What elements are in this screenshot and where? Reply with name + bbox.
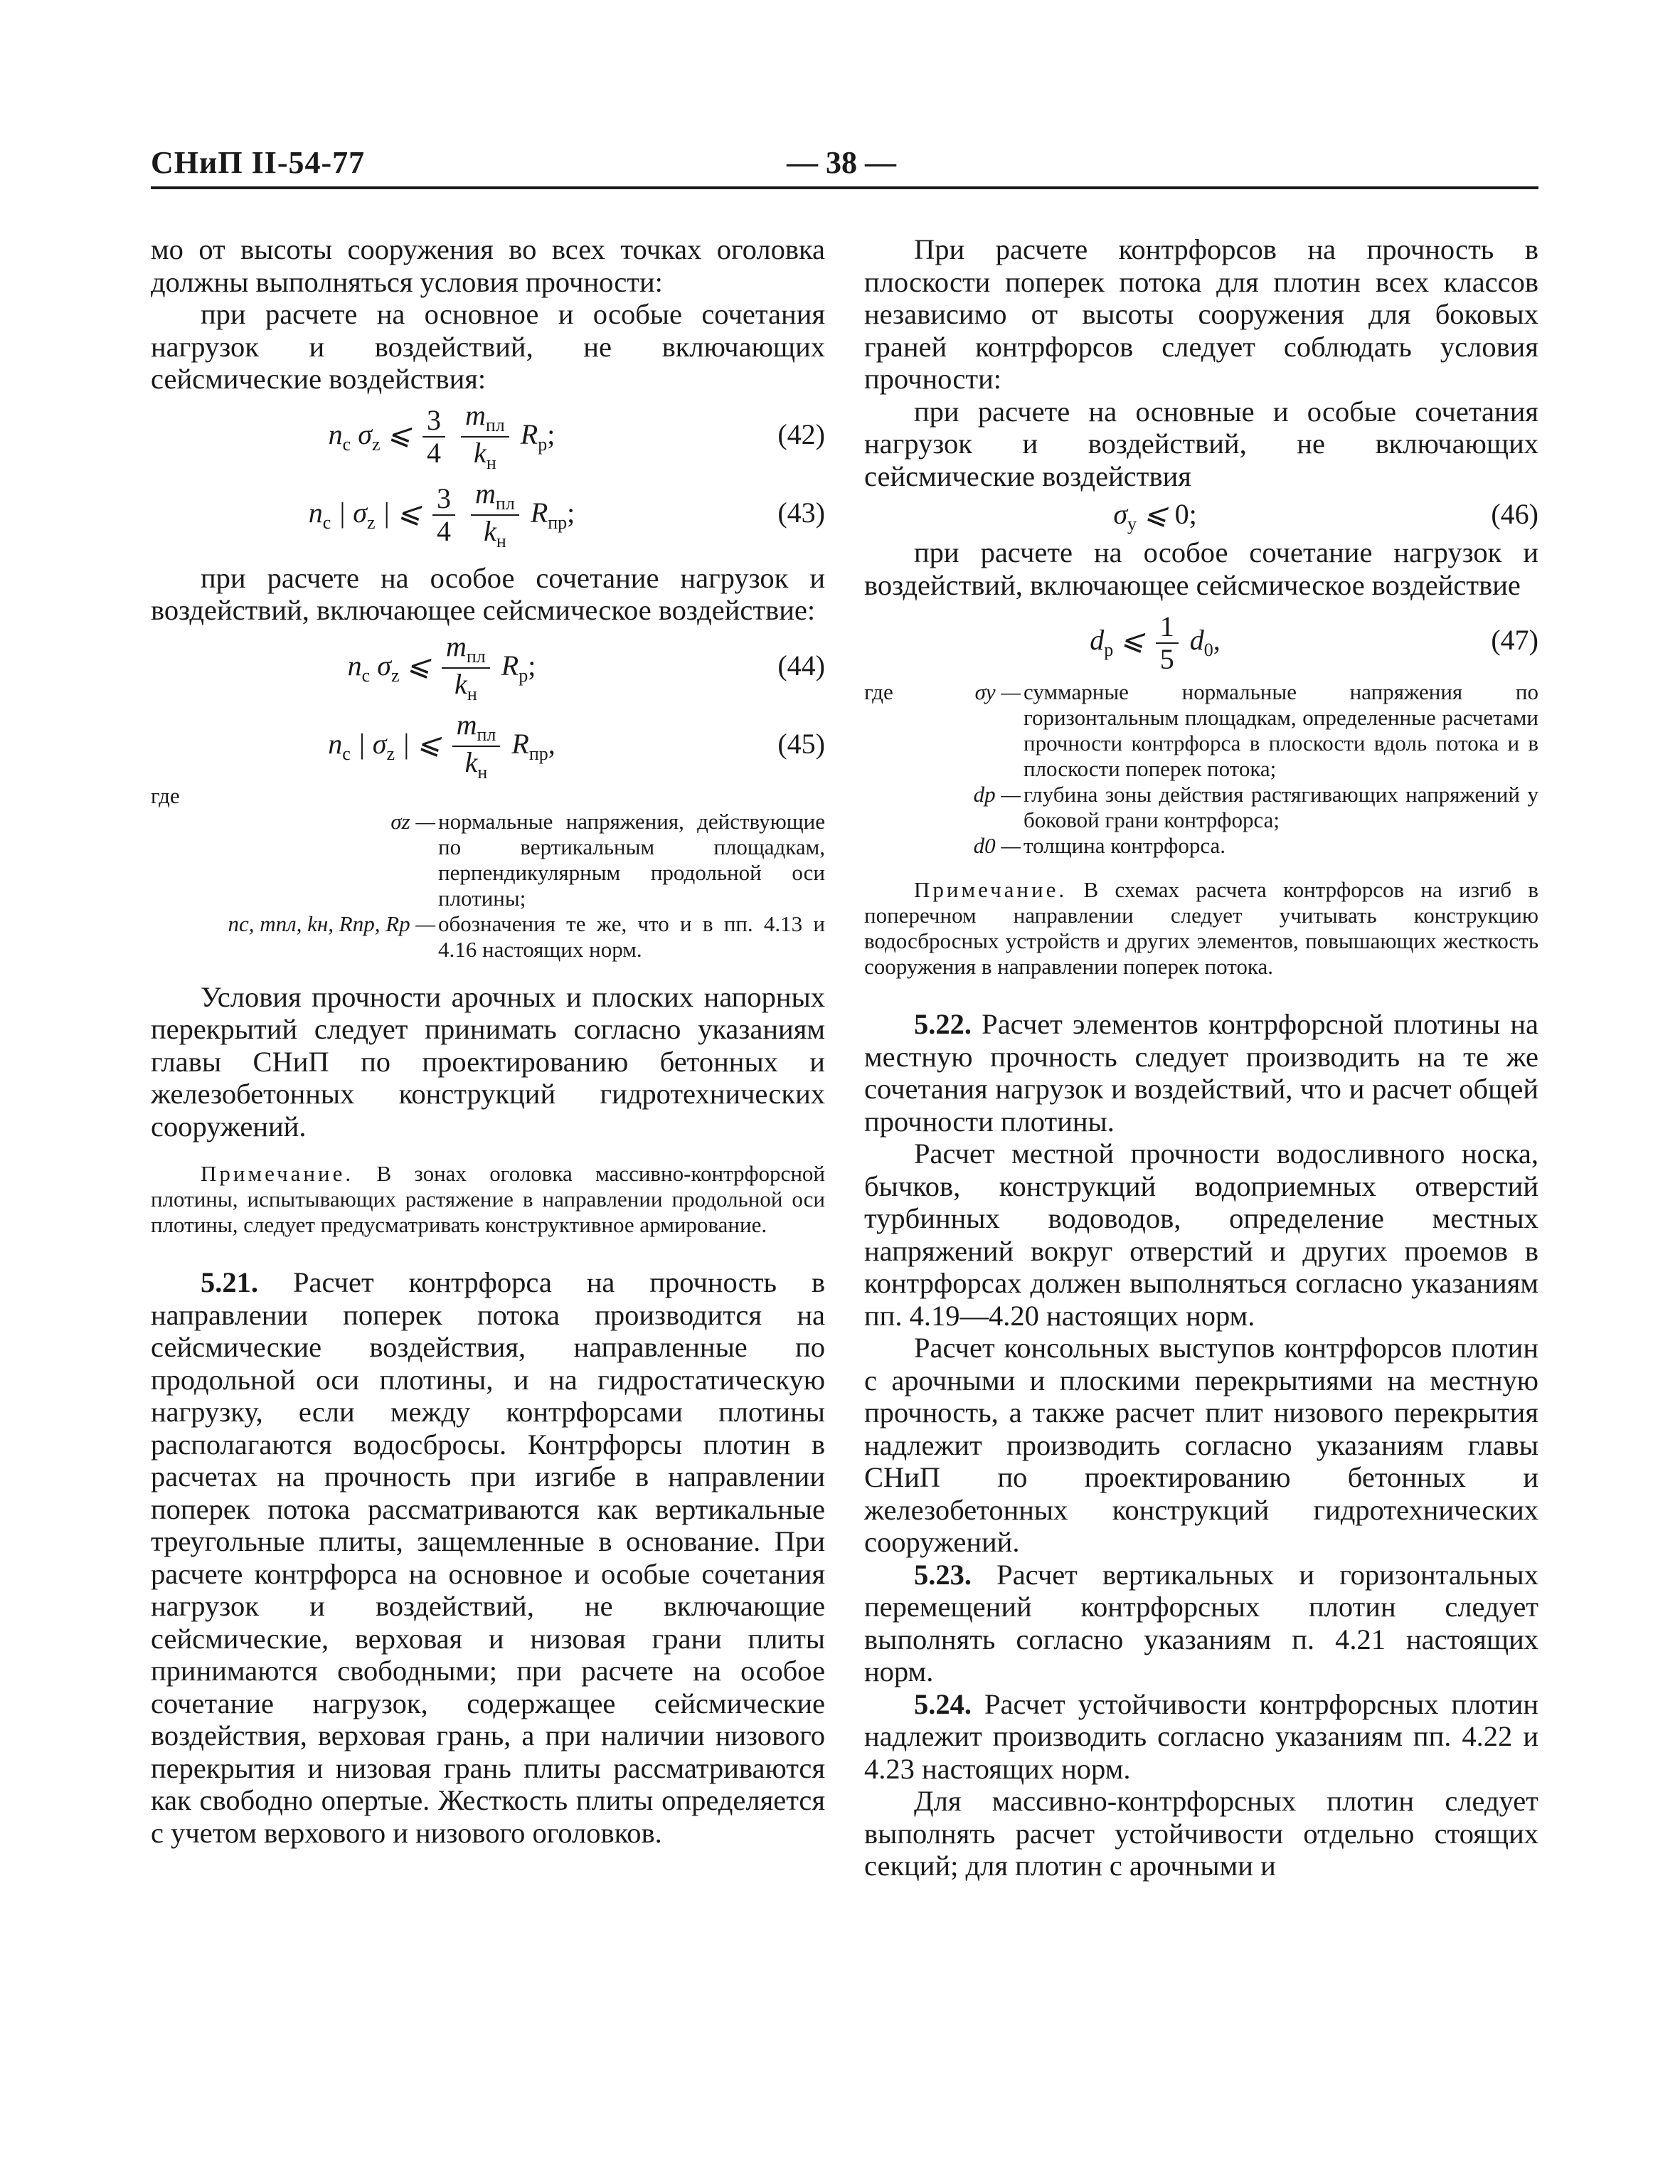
definition-text: глубина зоны действия растягивающих напряжений у боковой грани контрфорса; (1024, 782, 1538, 832)
definition-item (942, 833, 1538, 859)
paragraph: При расчете контрфорсов на прочность в плоскости поперек потока для плотин всех классов независимо от высоты сооружения для боковых граней контрфорсов следует соблюдать условия прочности: (864, 233, 1538, 395)
definition-text: нормальные напряжения, действующие по вертикальным площадкам, перпендикулярным продольной оси плотины; (438, 808, 825, 911)
definition-symbol: σz — (390, 808, 435, 834)
right-column (864, 233, 1538, 1882)
formula-46: $\sigma_y$ ⩽ 0; (46) (864, 492, 1538, 536)
paragraph: мо от высоты сооружения во всех точках оголовка должны выполняться условия прочности: (151, 233, 825, 298)
paragraph: при расчете на особое сочетание нагрузок и воздействий, включающее сейсмическое воздействие (864, 536, 1538, 601)
definition-item (942, 782, 1538, 833)
section-number: 5.22. (914, 1008, 972, 1040)
formula-45: $n_с$ | $\sigma_z$ | ⩽ $\frac{m_{пл}}{k_н}$ $R_{пр}$, (45) (151, 705, 825, 783)
section-number: 5.21. (201, 1266, 258, 1298)
note-text: В зонах оголовка массивно-контрфорсной плотины, испытывающих растяжение в направлении продольной оси плотины, следует предусматривать конструктивное армирование. (151, 1161, 825, 1237)
definition-symbol: nс, mпл, kн, Rпр, Rр — (228, 911, 435, 936)
section-text: Расчет устойчивости контрфорсных плотин надлежит производить согласно указаниям пп. 4.22 и 4.23 настоящих норм. (864, 1687, 1538, 1785)
section-5-24 (864, 1688, 1538, 1786)
formula-47: $d_р$ ⩽ $\frac{1}{5}$ $d_0$, (47) (864, 601, 1538, 679)
definition-symbol: dр — (973, 782, 1021, 807)
left-column (151, 233, 825, 1849)
definition-item (942, 679, 1538, 782)
section-number: 5.24. (914, 1687, 972, 1720)
definition-text: суммарные нормальные напряжения по горизонтальным площадкам, определенные расчетами прочности контрфорса в плоскости вдоль потока и в плоскости поперек потока; (1024, 679, 1538, 781)
page-number: — 38 — (787, 145, 896, 180)
equation-number: (43) (777, 496, 825, 529)
section-text: Расчет элементов контрфорсной плотины на местную прочность следует производить на те же сочетания нагрузок и воздействий, что и расчет общей прочности плотины. (864, 1008, 1538, 1138)
document-code: СНиП II-54-77 (151, 145, 366, 180)
note-label: Примечание. (914, 877, 1068, 902)
equation-number: (44) (777, 649, 825, 682)
paragraph: Условия прочности арочных и плоских напорных перекрытий следует принимать согласно указаниям главы СНиП по проектированию бетонных и железобетонных конструкций гидротехнических сооружений. (151, 980, 825, 1143)
definition-item (151, 809, 825, 911)
section-5-21 (151, 1266, 825, 1849)
equation-number: (45) (777, 727, 825, 760)
definition-symbol: σy — (974, 679, 1021, 704)
where-label: где (864, 679, 893, 704)
equation-number: (47) (1491, 624, 1538, 656)
equation-number: (42) (777, 418, 825, 450)
paragraph: Расчет местной прочности водосливного носка, бычков, конструкций водоприемных отверстий турбинных водоводов, определение местных напряжений вокруг отверстий и других проемов в контрфорсах должен выполняться согласно указаниям пп. 4.19—4.20 настоящих норм. (864, 1138, 1538, 1332)
note (864, 877, 1538, 980)
note (151, 1161, 825, 1238)
formula-44: $n_с$ $\sigma_z$ ⩽ $\frac{m_{пл}}{k_н}$ $R_р$; (44) (151, 627, 825, 705)
section-text: Расчет контрфорса на прочность в направлении поперек потока производится на сейсмические воздействия, направленные по продольной оси плотины, и на гидростатическую нагрузку, если между контрфорсами плотины располагаются водосбросы. Контрфорсы плотин в расчетах на прочность при изгибе в направлении поперек потока рассматриваются как вертикальные треугольные плиты, защемленные в основание. При расчете контрфорса на основное и особые сочетания нагрузок и воздействий, не включающие сейсмические, верховая и низовая грани плиты принимаются свободными; при расчете на особое сочетание нагрузок, содержащее сейсмические воздействия, верховая грань, а при наличии низового перекрытия и низовая грань плиты рассматриваются как свободно опертые. Жесткость плиты определяется с учетом верхового и низового оголовков. (151, 1266, 825, 1849)
section-number: 5.23. (914, 1558, 972, 1591)
definition-text: толщина контрфорса. (1024, 833, 1226, 858)
definition-item (151, 911, 825, 963)
symbol-definitions (864, 679, 1538, 859)
paragraph: Расчет консольных выступов контрфорсов плотин с арочными и плоскими перекрытиями на местную прочность, а также расчет плит низового перекрытия надлежит производить согласно указаниям главы СНиП по проектированию бетонных и железобетонных конструкций гидротехнических сооружений. (864, 1332, 1538, 1558)
paragraph: Для массивно-контрфорсных плотин следует выполнять расчет устойчивости отдельно стоящих секций; для плотин с арочными и (864, 1785, 1538, 1882)
definition-text: обозначения те же, что и в пп. 4.13 и 4.16 настоящих норм. (438, 911, 825, 962)
note-text: В схемах расчета контрфорсов на изгиб в поперечном направлении следует учитывать конструкцию водосбросных устройств и других элементов, повышающих жесткость сооружения в направлении поперек потока. (864, 877, 1539, 979)
section-5-23 (864, 1559, 1538, 1688)
paragraph: при расчете на особое сочетание нагрузок и воздействий, включающее сейсмическое воздействие: (151, 561, 825, 626)
symbol-definitions: где σz — нормальные напряжения, действующие по вертикальным площадкам, перпендикулярным продольной оси плотины; nс, mпл, kн, Rпр, Rр — обозначения те же, что и в пп. 4.13 и 4.16 настоящих норм. (151, 783, 825, 962)
header-rule (151, 186, 1538, 189)
section-5-22 (864, 1008, 1538, 1138)
paragraph: при расчете на основное и особые сочетания нагрузок и воздействий, не включающих сейсмические воздействия: (151, 298, 825, 395)
definition-symbol: d0 — (973, 833, 1021, 858)
note-label: Примечание. (201, 1161, 354, 1186)
formula-43: $n_с$ | $\sigma_z$ | ⩽ $\frac{3}{4}$ $\frac{m_{пл}}{k_н}$ $R_{пр}$; (43) (151, 474, 825, 552)
formula-42: $n_с$ $\sigma_z$ ⩽ $\frac{3}{4}$ $\frac{m_{пл}}{k_н}$ $R_р$; (42) (151, 396, 825, 474)
paragraph: при расчете на основные и особые сочетания нагрузок и воздействий, не включающих сейсмические воздействия (864, 395, 1538, 492)
section-text: Расчет вертикальных и горизонтальных перемещений контрфорсных плотин следует выполнять согласно указаниям п. 4.21 настоящих норм. (864, 1558, 1538, 1687)
equation-number: (46) (1491, 498, 1538, 530)
